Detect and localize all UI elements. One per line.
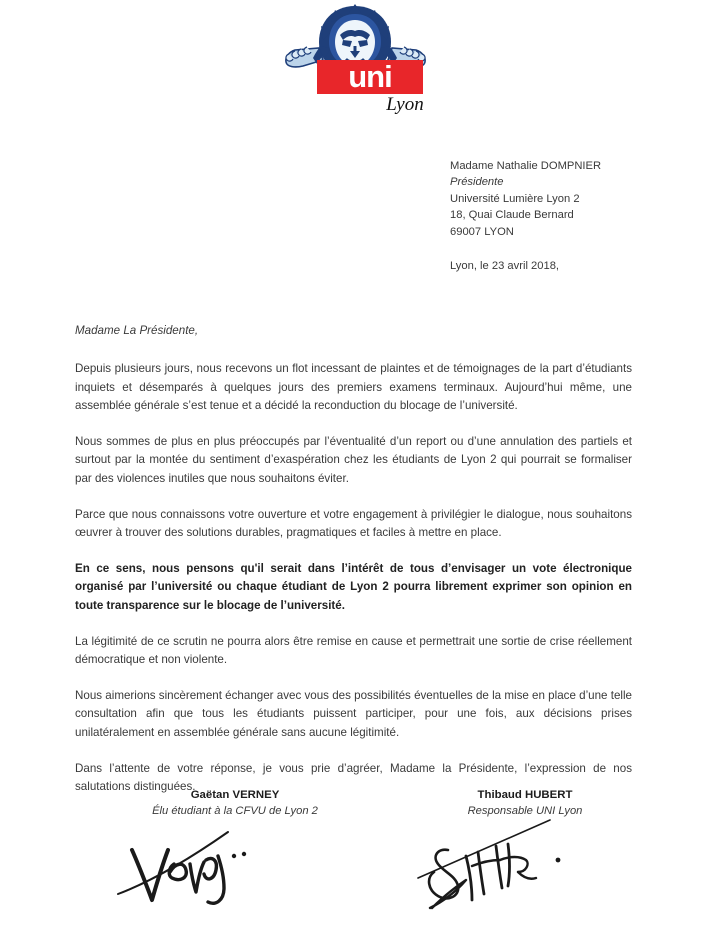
letterhead	[0, 0, 708, 125]
uni-lyon-logo	[283, 2, 428, 120]
recipient-address-block	[450, 158, 690, 240]
paragraph-emphasized: En ce sens, nous pensons qu'il serait dans l’intérêt de tous d’envisager un vote électronique organisé par l’université ou chaque étudiant de Lyon 2 pourra librement exprimer son opinion en toute transparence sur le blocage de l’université.	[75, 561, 632, 612]
recipient-city: 69007 LYON	[450, 225, 514, 238]
signatory-role: Responsable UNI Lyon	[467, 805, 583, 817]
letter-body	[75, 322, 632, 814]
lyon-chapter-wordmark: Lyon	[386, 94, 424, 115]
paragraph: Nous sommes de plus en plus préoccupés par l’éventualité d’un report ou d’une annulation des partiels et surtout par la montée du sentiment d’exaspération chez les étudiants de Lyon 2 qui pourrait se formaliser par des violences inutiles que nous souhaitons éviter.	[75, 434, 632, 485]
salutation: Madame La Présidente,	[75, 324, 199, 337]
recipient-role: Présidente	[450, 176, 504, 189]
date-line: Lyon, le 23 avril 2018,	[450, 260, 560, 272]
paragraph: Parce que nous connaissons votre ouverture et votre engagement à privilégier le dialogue, nous souhaitons œuvrer à trouver des solutions durables, pragmatiques et faciles à mettre en place.	[75, 507, 632, 540]
recipient-institution: Université Lumière Lyon 2	[450, 192, 580, 205]
paragraph: Depuis plusieurs jours, nous recevons un flot incessant de plaintes et de témoignages de la part d’étudiants inquiets et désemparés à quelques jours des premiers examens terminaux. Aujourd’hui même, une assemblée générale s’est tenue et a décidé la reconduction du blocage de l’université.	[75, 362, 632, 413]
svg-text:uni: uni	[348, 59, 392, 94]
signatory-name: Gaëtan VERNEY	[190, 789, 280, 801]
recipient-name: Madame Nathalie DOMPNIER	[450, 160, 602, 172]
paragraph: La légitimité de ce scrutin ne pourra alors être remise en cause et permettrait une sortie de crise réellement démocratique et non violente.	[75, 634, 632, 667]
paragraph: Dans l’attente de votre réponse, je vous prie d’agréer, Madame la Présidente, l’expression de nos salutations distinguées.	[75, 761, 632, 794]
paragraph: Nous aimerions sincèrement échanger avec vous des possibilités éventuelles de la mise en place d’une telle consultation afin que tous les étudiants puissent participer, pour une fois, aux décisions prises unilatéralement en assemblée générale sans aucune légitimité.	[75, 688, 632, 739]
signatory-role: Élu étudiant à la CFVU de Lyon 2	[152, 805, 318, 817]
handwritten-signature-icon	[400, 816, 650, 916]
signatory-name: Thibaud HUBERT	[477, 789, 573, 801]
signature-block	[75, 788, 632, 928]
signatory-entry	[400, 788, 650, 819]
lion-icon	[283, 2, 428, 120]
signatory-entry	[110, 788, 360, 819]
recipient-street: 18, Quai Claude Bernard	[450, 209, 574, 222]
handwritten-signature-icon	[110, 816, 360, 916]
